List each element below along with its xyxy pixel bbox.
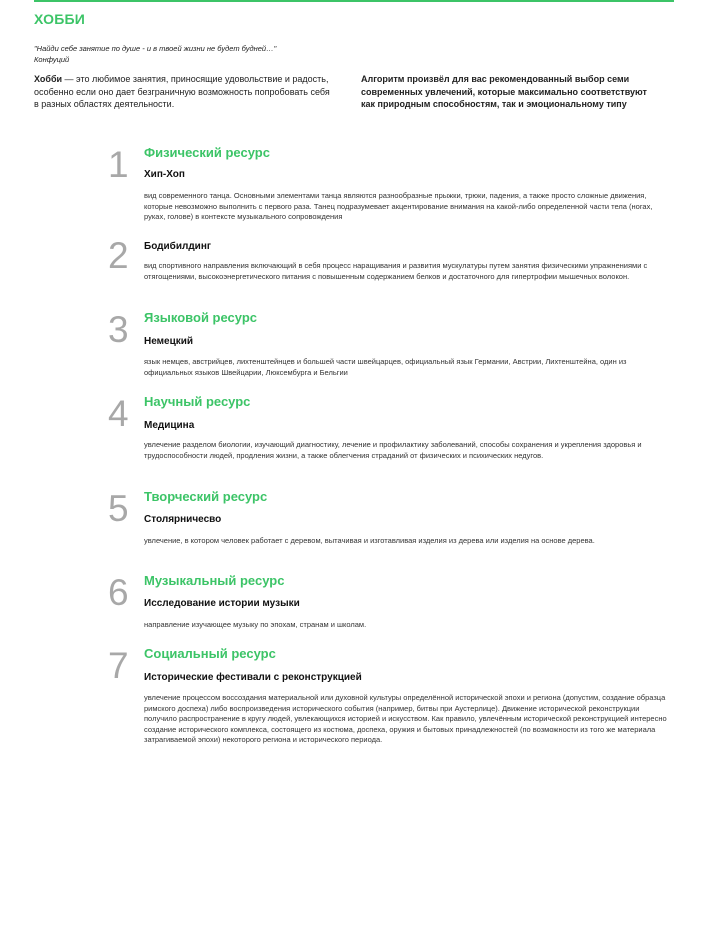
hobby-item bbox=[144, 336, 674, 378]
hobby-name: Исторические фестивали с реконструкцией bbox=[144, 672, 362, 683]
section-number: 4 bbox=[108, 393, 129, 434]
hobby-item bbox=[144, 598, 674, 631]
intro-text: — это любимое занятия, приносящие удовольствие и радость, особенно если оно дает безграничную возможность попробовать себя в разных областях деятельности. bbox=[34, 74, 330, 109]
section-number: 2 bbox=[108, 235, 129, 276]
intro-algorithm-note: Алгоритм произвёл для вас рекомендованный выбор семи современных увлечений, которые максимально соответствуют как природным способностям, так и эмоциональному типу bbox=[361, 74, 647, 109]
hobby-name: Немецкий bbox=[144, 336, 194, 347]
hobby-item bbox=[144, 672, 674, 746]
section-number: 3 bbox=[108, 309, 129, 350]
epigraph bbox=[34, 43, 276, 65]
section-title: Социальный ресурс bbox=[144, 646, 276, 661]
hobby-description: увлечение, в котором человек работает с деревом, вытачивая и изготавливая изделия из дерева или изделия на основе дерева. bbox=[144, 536, 595, 545]
quote-author: Конфуций bbox=[34, 55, 70, 64]
hobby-description: язык немцев, австрийцев, лихтенштейнцев и большей части швейцарцев, официальный язык Германии, Австрии, Лихтенштейна, один из официальных языков Швейцарии, Люксембурга и Бельгии bbox=[144, 357, 627, 377]
hobby-item bbox=[144, 420, 674, 461]
section-title: Музыкальный ресурс bbox=[144, 573, 285, 588]
hobby-description: вид спортивного направления включающий в себя процесс наращивания и развития мускулатуры путем занятия физическими упражнениями с отягощениями, высокоэнергетического питания с повышенным содержанием белков и достаточного для гипертрофии мышечных волокон. bbox=[144, 261, 648, 281]
hobby-name: Хип-Хоп bbox=[144, 169, 185, 180]
top-divider bbox=[34, 0, 674, 2]
quote-text: "Найди себе занятие по душе - и в твоей жизни не будет будней…" bbox=[34, 44, 277, 53]
hobby-name: Столярничесво bbox=[144, 514, 222, 525]
section-number: 7 bbox=[108, 645, 129, 686]
hobby-description: увлечение разделом биологии, изучающий диагностику, лечение и профилактику заболеваний, способы сохранения и укрепления здоровья и трудоспособности людей, продления жизни, а также облегчения страданий от физических и психических недугов. bbox=[144, 440, 642, 460]
section-number: 5 bbox=[108, 488, 129, 529]
page-title: ХОББИ bbox=[34, 11, 86, 27]
intro-definition bbox=[34, 73, 334, 111]
hobby-description: направление изучающее музыку по эпохам, странам и школам. bbox=[144, 620, 367, 629]
hobby-description: вид современного танца. Основными элементами танца являются разнообразные прыжки, трюки, падения, а также просто сложные движения, которые невозможно выполнить с первого раза. Танец подразумевает акцентирование внимания на какой-либо определенной части тела (ногах, руках, голове) в контексте музыкального сопровождения bbox=[144, 191, 653, 222]
section-number: 6 bbox=[108, 572, 129, 613]
hobby-item bbox=[144, 241, 674, 282]
section-title: Творческий ресурс bbox=[144, 489, 268, 504]
hobby-name: Исследование истории музыки bbox=[144, 598, 300, 609]
section-title: Научный ресурс bbox=[144, 394, 251, 409]
section-number: 1 bbox=[108, 144, 129, 185]
hobby-name: Медицина bbox=[144, 420, 195, 431]
hobby-description: увлечение процессом воссоздания материальной или духовной культуры определённой исторической эпохи и региона (допустим, создание образца римского доспеха) либо воспроизведения исторического события (например, битвы при Аустерлице). Движение исторической реконструкции получило распространение в кругу людей, увлекающихся историей и искусством. Как правило, увлечённым исторической реконструкцией интересно создание исторического комплекса, состоящего из костюма, доспеха, оружия и бытовых принадлежностей (по возможности из того же материала затрагиваемой эпохи) некоторого региона и исторического периода. bbox=[144, 693, 667, 745]
hobby-name: Бодибилдинг bbox=[144, 241, 212, 252]
intro-term: Хобби bbox=[34, 74, 63, 84]
section-title: Языковой ресурс bbox=[144, 310, 258, 325]
hobby-item bbox=[144, 169, 674, 223]
section-title: Физический ресурс bbox=[144, 145, 270, 160]
hobby-item bbox=[144, 514, 674, 547]
